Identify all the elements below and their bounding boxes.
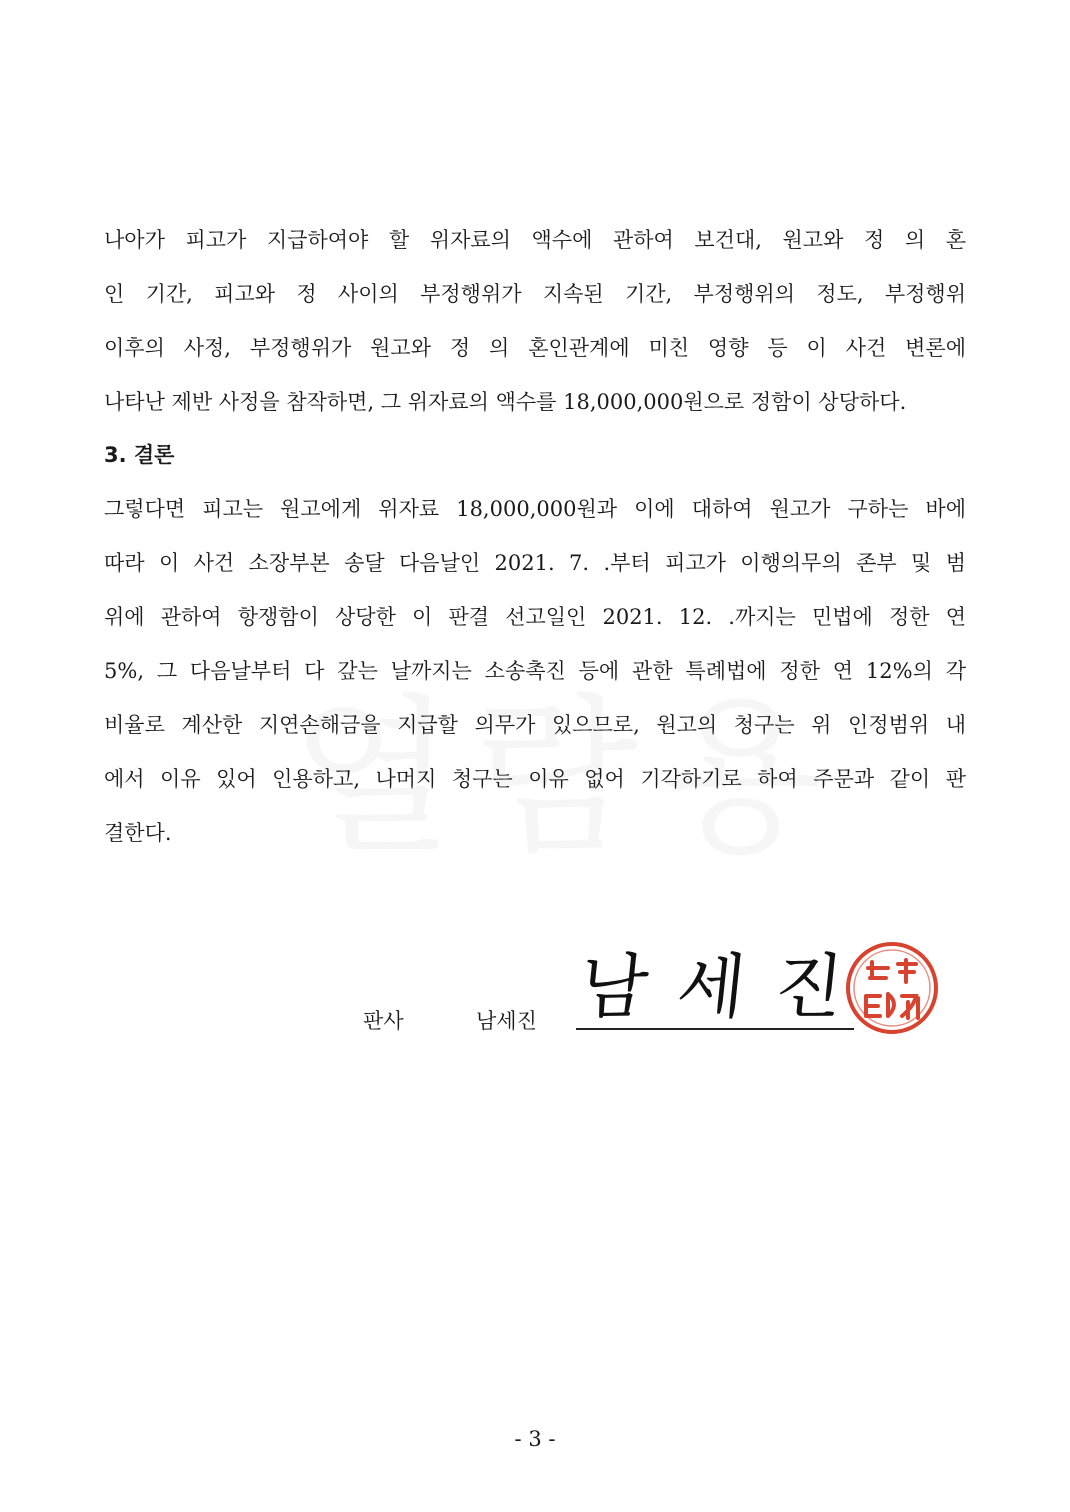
- text-line: 인 기간, 피고와 정 사이의 부정행위가 지속된 기간, 부정행위의 정도, 부정행위: [104, 282, 966, 306]
- section-heading: 3. 결론: [104, 443, 175, 467]
- text-line: 비율로 계산한 지연손해금을 지급할 의무가 있으므로, 원고의 청구는 위 인정범위 내: [104, 713, 966, 737]
- text-line: 따라 이 사건 소장부본 송달 다음날인 2021. 7. .부터 피고가 이행의무의 존부 및 범: [104, 551, 966, 575]
- handwritten-signature: 남세진: [575, 946, 878, 1028]
- page-number: - 3 -: [514, 1427, 556, 1451]
- text-line: 에서 이유 있어 인용하고, 나머지 청구는 이유 없어 기각하기로 하여 주문과 같이 판: [104, 767, 966, 791]
- text-line: 이후의 사정, 부정행위가 원고와 정 의 혼인관계에 미친 영향 등 이 사건 변론에: [104, 336, 966, 360]
- judge-title: 판사: [363, 1009, 404, 1033]
- text-line: 그렇다면 피고는 원고에게 위자료 18,000,000원과 이에 대하여 원고가 구하는 바에: [104, 497, 966, 521]
- text-line: 5%, 그 다음날부터 다 갚는 날까지는 소송촉진 등에 관한 특례법에 정한 연 12%의 각: [104, 659, 966, 683]
- text-line: 나아가 피고가 지급하여야 할 위자료의 액수에 관하여 보건대, 원고와 정 의 혼: [104, 228, 966, 252]
- signature-underline: [576, 1028, 854, 1030]
- judge-seal-stamp: [842, 938, 942, 1038]
- text-line: 나타난 제반 사정을 참작하면, 그 위자료의 액수를 18,000,000원으로 정함이 상당하다.: [104, 390, 907, 414]
- text-line: 위에 관하여 항쟁함이 상당한 이 판결 선고일인 2021. 12. .까지는 민법에 정한 연: [104, 605, 966, 629]
- text-line: 결한다.: [104, 821, 172, 845]
- judge-name: 남세진: [476, 1009, 537, 1033]
